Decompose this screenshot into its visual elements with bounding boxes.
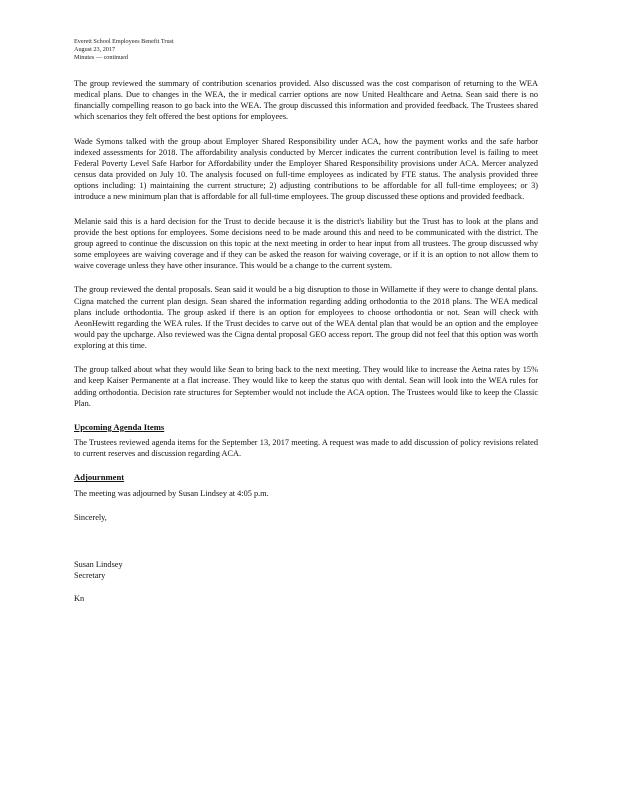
paragraph-next-meeting: The group talked about what they would like Sean to bring back to the next meeting. They would like to increase the Aetna rates by 15% and keep Kaiser Permanente at a flat increase. They would like to keep the status quo with dental. Sean will look into the WEA rules for adding orthodontia. Decision rate structures for September would not include the ACA option. The Trustees would like to keep the Classic Plan. [74,365,538,408]
typist-initials: Kn [74,594,85,604]
document-header [74,38,374,62]
upcoming-agenda-text: The Trustees reviewed agenda items for the September 13, 2017 meeting. A request was made to add discussion of policy revisions related to current reserves and discussion regarding ACA. [74,438,538,459]
upcoming-agenda-heading: Upcoming Agenda Items [74,421,165,432]
paragraph-contribution-scenarios: The group reviewed the summary of contribution scenarios provided. Also discussed was the cost comparison of returning to the WEA medical plans. Due to changes in the WEA, the ir medical carrier options are now United Healthcare and Aetna. Sean said there is no financially compelling reason to go back into the WEA. The group discussed this information and provided feedback. The Trustees shared which scenarios they felt offered the best options for employees. [74,79,538,122]
signer-name: Susan Lindsey [74,559,123,569]
adjournment-text: The meeting was adjourned by Susan Lindsey at 4:05 p.m. [74,488,269,498]
adjournment-heading: Adjournment [74,472,125,483]
header-minutes: Minutes — continued [74,54,128,61]
signature-block [74,559,538,604]
paragraph-aca-affordability: Wade Symons talked with the group about Employer Shared Responsibility under ACA, how the payment works and the safe harbor indexed assessments for 2018. The affordability analysis conducted by Mercer indicates the current contribution level is failing to meet Federal Poverty Level Safe Harbor for Affordability under the Employer Shared Responsibility provisions under ACA. Mercer analyzed census data provided on July 10. The analysis focused on full-time employees as indicated by FTE status. The analysis provided three options including: 1) maintaining the current structure; 2) adjusting contributions to be affordable for all full-time employees; or 3) introduce a new minimum plan that is affordable for all full-time employees. The group discussed these options and provided feedback. [74,136,538,202]
header-org: Everett School Employees Benefit Trust [74,38,174,45]
closing-salutation: Sincerely, [74,512,107,522]
paragraph-trust-decision: Melanie said this is a hard decision for the Trust to decide because it is the district's liability but the Trust has to look at the plans and provide the best options for employees. Some decisions need to be made around this and need to be communicated with the district. The group agreed to continue the discussion on this topic at the next meeting in order to hear input from all trustees. The group discussed why some employees are waiving coverage and if they can be asked the reason for waiving coverage, or if it is an option to not allow them to waive coverage unless they have other insurance. This would be a change to the current system. [74,216,538,271]
document-body [74,78,538,604]
signer-title: Secretary [74,571,106,580]
paragraph-dental-proposals: The group reviewed the dental proposals. Sean said it would be a big disruption to those in Willamette if they were to change dental plans. Cigna matched the current plan design. Sean shared the information regarding adding orthodontia to the 2018 plans. The WEA medical plans include orthodontia. The group asked if there is an option for employees to choose orthodontia or not. Sean will check with AeonHewitt regarding the WEA rules. If the Trust decides to carve out of the WEA dental plan that would be an option and the employee would pay the upcharge. Also reviewed was the Cigna dental proposal GEO access report. The group did not feel that this option was worth exploring at this time. [74,285,538,351]
header-date: August 23, 2017 [74,46,116,53]
